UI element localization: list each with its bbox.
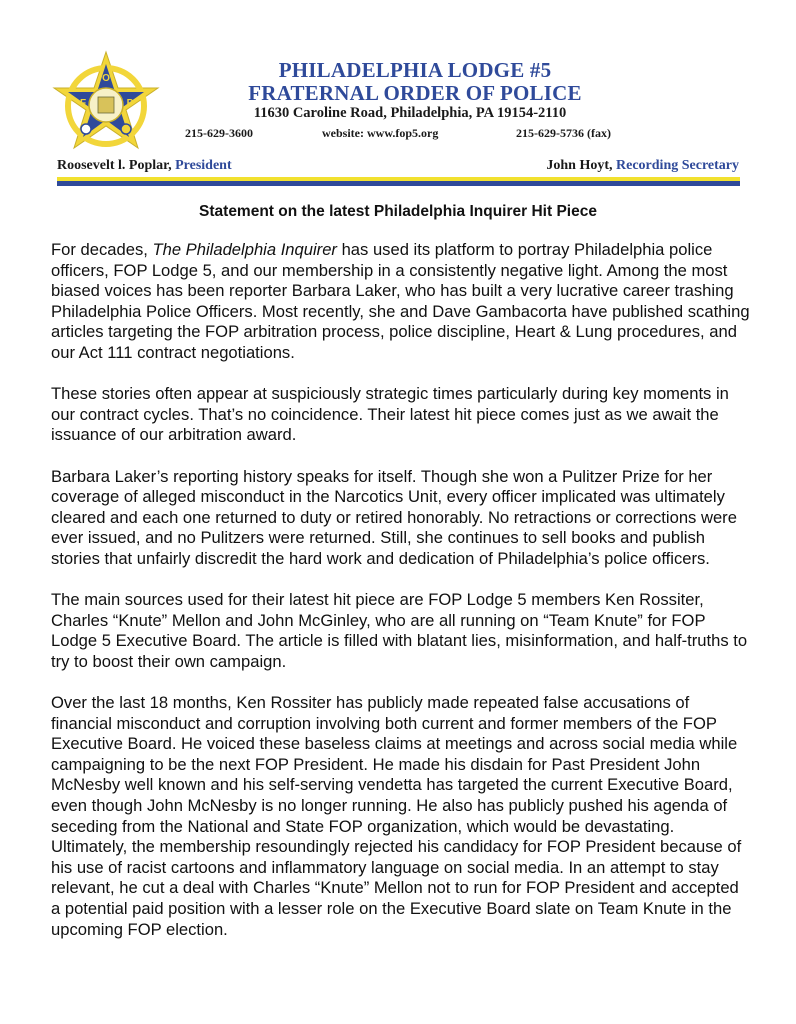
statement-body: [51, 240, 751, 961]
letterhead: [0, 0, 796, 200]
paragraph-1: For decades, The Philadelphia Inquirer has used its platform to portray Philadelphia police officers, FOP Lodge 5, and our membership in a consistently negative light. Among the most biased voices has been reporter Barbara Laker, who has built a very lucrative career trashing Philadelphia Police Officers. Most recently, she and Dave Gambacorta have published scathing articles targeting the FOP arbitration process, police discipline, Heart & Lung procedures, and our Act 111 contract negotiations.: [51, 240, 750, 362]
secretary-credit: [546, 158, 739, 174]
paragraph-5: Over the last 18 months, Ken Rossiter has publicly made repeated false accusations of financial misconduct and corruption involving both current and former members of the FOP Executive Board. He voiced these baseless claims at meetings and across social media while campaigning to be the next FOP President. He made his disdain for Past President John McNesby well known and his self-serving vendetta has targeted the current Executive Board, even though John McNesby is no longer running. He also has publicly pushed his agenda of seceding from the National and State FOP organization, which would be devastating. Ultimately, the membership resoundingly rejected his candidacy for FOP President because of his use of racist cartoons and inflammatory language on social media. In an attempt to stay relevant, he cut a deal with Charles “Knute” Mellon not to run for FOP President and accepted a potential paid position with a lesser role on the Executive Board slate on Team Knute in the upcoming FOP election.: [51, 693, 742, 939]
secretary-role: Recording Secretary: [616, 158, 739, 173]
president-role: President: [175, 158, 232, 173]
svg-text:F: F: [79, 98, 87, 109]
paragraph-4: The main sources used for their latest hit piece are FOP Lodge 5 members Ken Rossiter, Charles “Knute” Mellon and John McGinley, who are all running on “Team Knute” for FOP Lodge 5 Executive Board. The article is filled with blatant lies, misinformation, and half-truths to try to boost their own campaign.: [51, 590, 748, 671]
phone-number: 215-629-3600: [185, 126, 253, 140]
organization-title: PHILADELPHIA LODGE #5: [278, 58, 552, 82]
newspaper-name: The Philadelphia Inquirer: [152, 240, 337, 259]
paragraph-2: These stories often appear at suspiciously strategic times particularly during key moments in our contract cycles. That’s no coincidence. Their latest hit piece comes just as we await the issuance of our arbitration award.: [51, 384, 729, 445]
secretary-name: John Hoyt,: [546, 158, 617, 173]
president-name: Roosevelt l. Poplar,: [57, 158, 176, 173]
organization-address: 11630 Caroline Road, Philadelphia, PA 19154-2110: [253, 105, 567, 121]
statement-title: Statement on the latest Philadelphia Inquirer Hit Piece: [199, 203, 597, 220]
blue-divider: [57, 181, 740, 186]
organization-subtitle: FRATERNAL ORDER OF POLICE: [248, 81, 582, 105]
fax-number: 215-629-5736 (fax): [516, 126, 611, 140]
website: website: www.fop5.org: [322, 126, 439, 140]
president-credit: [57, 158, 232, 174]
paragraph-3: Barbara Laker’s reporting history speaks for itself. Though she won a Pulitzer Prize for her coverage of alleged misconduct in the Narcotics Unit, every officer implicated was ultimately cleared and each one returned to duty or retired honorably. No retractions or corrections were ever issued, and no Pulitzers were returned. Still, she continues to sell books and publish stories that unfairly discredit the hard work and dedication of Philadelphia’s police officers.: [51, 466, 737, 568]
fop-star-badge-icon: [46, 50, 166, 162]
svg-text:O: O: [102, 73, 110, 84]
svg-text:P: P: [126, 98, 134, 109]
